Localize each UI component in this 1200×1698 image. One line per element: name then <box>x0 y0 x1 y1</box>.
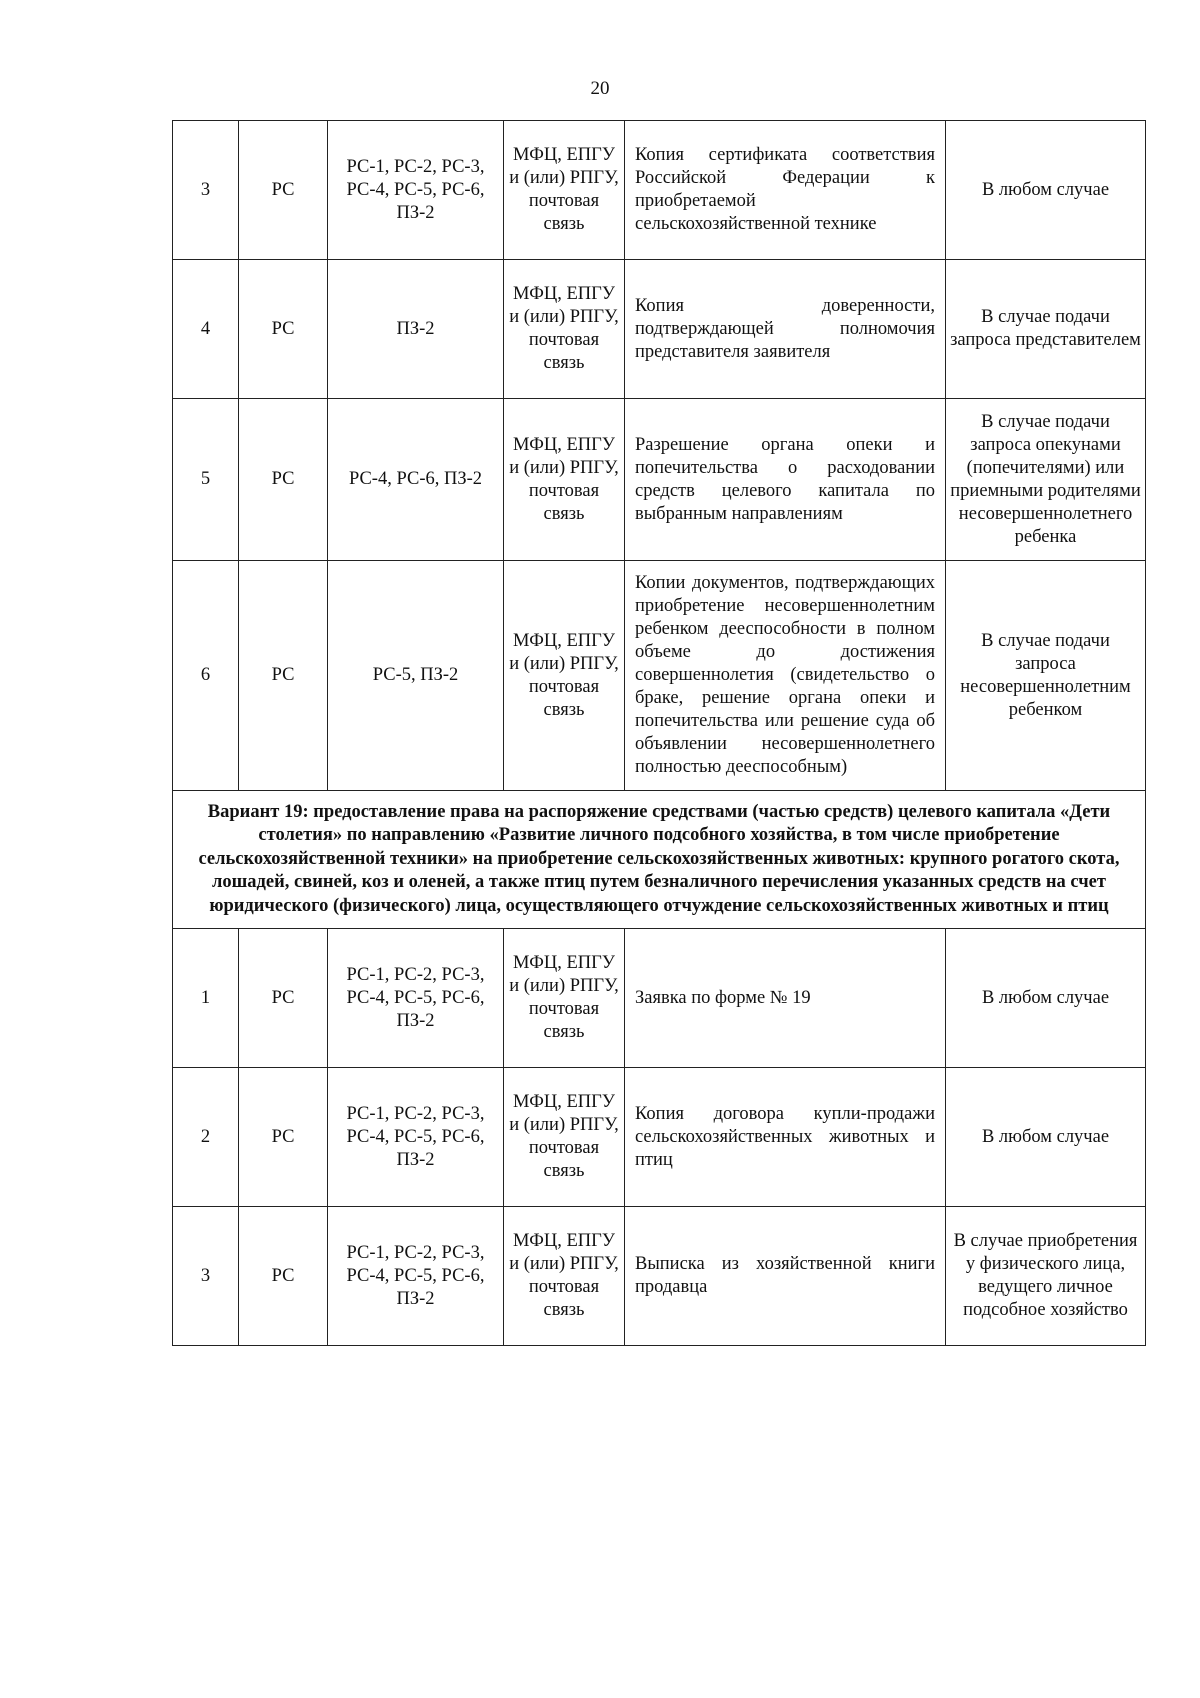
document-name: Копия договора купли-продажи сельскохозяйственных животных и птиц <box>625 1068 946 1207</box>
submission-condition: В случае подачи запроса опекунами (попечителями) или приемными родителями несовершеннолетнего ребенка <box>946 399 1146 561</box>
applicant-subcategories: РС-1, РС-2, РС-3, РС-4, РС-5, РС-6, ПЗ-2 <box>328 1207 504 1346</box>
submission-channel: МФЦ, ЕПГУ и (или) РПГУ, почтовая связь <box>504 399 625 561</box>
document-name: Копии документов, подтверждающих приобретение несовершеннолетним ребенком дееспособности в полном объеме до достижения совершеннолетия (свидетельство о браке, решение органа опеки и попечительства или решение суда об объявлении несовершеннолетнего полностью дееспособным) <box>625 561 946 791</box>
page-number: 20 <box>590 78 610 99</box>
applicant-subcategories: ПЗ-2 <box>328 260 504 399</box>
table-row <box>173 260 1146 399</box>
submission-channel: МФЦ, ЕПГУ и (или) РПГУ, почтовая связь <box>504 121 625 260</box>
applicant-subcategories: РС-1, РС-2, РС-3, РС-4, РС-5, РС-6, ПЗ-2 <box>328 1068 504 1207</box>
applicant-subcategories: РС-4, РС-6, ПЗ-2 <box>328 399 504 561</box>
document-name: Заявка по форме № 19 <box>625 929 946 1068</box>
row-number: 4 <box>173 260 239 399</box>
row-number: 6 <box>173 561 239 791</box>
table-row <box>173 1207 1146 1346</box>
applicant-subcategories: РС-1, РС-2, РС-3, РС-4, РС-5, РС-6, ПЗ-2 <box>328 929 504 1068</box>
documents-table <box>172 120 1146 1346</box>
applicant-category: РС <box>239 260 328 399</box>
applicant-category: РС <box>239 1207 328 1346</box>
row-number: 2 <box>173 1068 239 1207</box>
document-name: Копия сертификата соответствия Российской Федерации к приобретаемой сельскохозяйственной технике <box>625 121 946 260</box>
applicant-category: РС <box>239 121 328 260</box>
submission-condition: В случае приобретения у физического лица, ведущего личное подсобное хозяйство <box>946 1207 1146 1346</box>
table-row <box>173 929 1146 1068</box>
submission-channel: МФЦ, ЕПГУ и (или) РПГУ, почтовая связь <box>504 1068 625 1207</box>
row-number: 1 <box>173 929 239 1068</box>
document-name: Разрешение органа опеки и попечительства о расходовании средств целевого капитала по выбранным направлениям <box>625 399 946 561</box>
row-number: 5 <box>173 399 239 561</box>
submission-channel: МФЦ, ЕПГУ и (или) РПГУ, почтовая связь <box>504 929 625 1068</box>
submission-condition: В любом случае <box>946 121 1146 260</box>
document-name: Выписка из хозяйственной книги продавца <box>625 1207 946 1346</box>
submission-condition: В случае подачи запроса представителем <box>946 260 1146 399</box>
submission-condition: В любом случае <box>946 1068 1146 1207</box>
applicant-subcategories: РС-5, ПЗ-2 <box>328 561 504 791</box>
table-row <box>173 1068 1146 1207</box>
applicant-category: РС <box>239 561 328 791</box>
document-name: Копия доверенности, подтверждающей полномочия представителя заявителя <box>625 260 946 399</box>
submission-channel: МФЦ, ЕПГУ и (или) РПГУ, почтовая связь <box>504 1207 625 1346</box>
applicant-category: РС <box>239 1068 328 1207</box>
submission-condition: В любом случае <box>946 929 1146 1068</box>
submission-condition: В случае подачи запроса несовершеннолетним ребенком <box>946 561 1146 791</box>
submission-channel: МФЦ, ЕПГУ и (или) РПГУ, почтовая связь <box>504 260 625 399</box>
applicant-subcategories: РС-1, РС-2, РС-3, РС-4, РС-5, РС-6, ПЗ-2 <box>328 121 504 260</box>
table-row <box>173 121 1146 260</box>
submission-channel: МФЦ, ЕПГУ и (или) РПГУ, почтовая связь <box>504 561 625 791</box>
variant-19-header: Вариант 19: предоставление права на распоряжение средствами (частью средств) целевого капитала «Дети столетия» по направлению «Развитие личного подсобного хозяйства, в том числе приобретение сельскохозяйственной техники» на приобретение сельскохозяйственных животных: крупного рогатого скота, лошадей, свиней, коз и оленей, а также птиц путем безналичного перечисления указанных средств на счет юридического (физического) лица, осуществляющего отчуждение сельскохозяйственных животных и птиц <box>173 791 1146 929</box>
applicant-category: РС <box>239 929 328 1068</box>
row-number: 3 <box>173 1207 239 1346</box>
row-number: 3 <box>173 121 239 260</box>
table-row <box>173 399 1146 561</box>
table-row <box>173 561 1146 791</box>
applicant-category: РС <box>239 399 328 561</box>
variant-header-row <box>173 791 1146 929</box>
